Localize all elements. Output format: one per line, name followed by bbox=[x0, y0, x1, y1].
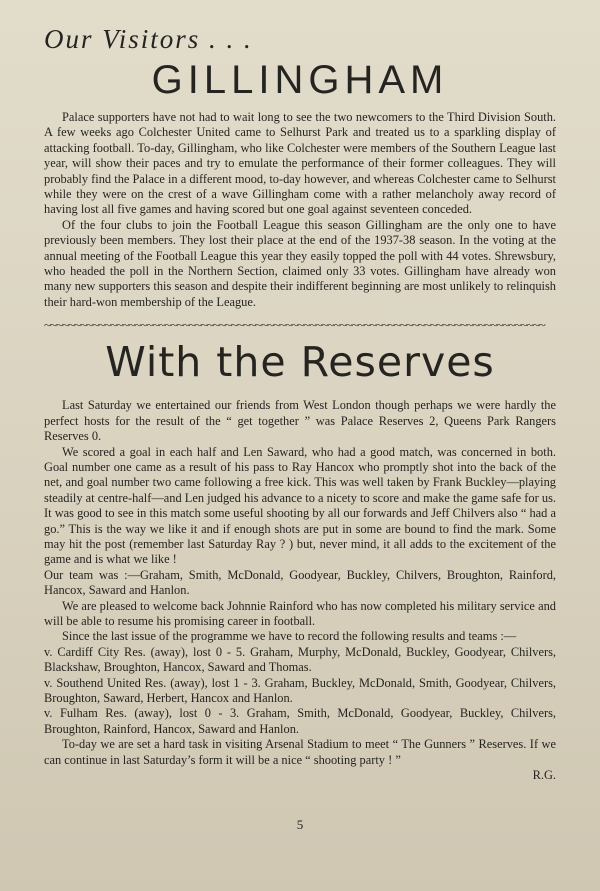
visitors-paragraph: Palace supporters have not had to wait long to see the two newcomers to the Third Division South. A few weeks ago Colchester United came to Selhurst Park and treated us to a sparkling display of attacking football. To-day, Gillingham, who like Colchester were members of the Southern League last year, will show their paces and try to emulate the performance of their former colleagues. They will probably find the Palace in a different mood, to-day however, and whereas Colchester came to Selhurst while they were on the crest of a wave Gillingham come with a rather melancholy away record of having lost all five games and having scored but one goal against seventeen conceded. bbox=[44, 110, 556, 217]
team-list: Our team was :—Graham, Smith, McDonald, Goodyear, Buckley, Chilvers, Broughton, Rainford, Hancox, Saward and Hanlon. bbox=[44, 567, 556, 598]
reserves-heading: With the Reserves bbox=[105, 338, 495, 387]
visitors-club-title: GILLINGHAM bbox=[151, 58, 449, 102]
reserves-paragraph: Last Saturday we entertained our friends from West London though perhaps we were hardly the perfect hosts for the result of the “ get together ” was Palace Reserves 2, Queens Park Rangers Reserves 0. bbox=[44, 398, 556, 444]
section-kicker: Our Visitors . . . bbox=[44, 24, 253, 54]
visitors-paragraph: Of the four clubs to join the Football League this season Gillingham are the only one to have previously been members. They lost their place at the end of the 1937-38 season. In the voting at the annual meeting of the Football League this year they easily topped the poll with 44 votes. Shrewsbury, who headed the poll in the Northern Section, claimed only 33 votes. Gillingham have already won many new supporters this season and despite their indifferent beginning are most unlikely to relinquish their hard-won membership of the League. bbox=[44, 217, 556, 309]
page-number: 5 bbox=[296, 817, 304, 832]
reserves-paragraph: We are pleased to welcome back Johnnie Rainford who has now completed his military service and will be able to resume his promising career in football. bbox=[44, 598, 556, 628]
reserves-closing: To-day we are set a hard task in visiting Arsenal Stadium to meet “ The Gunners ” Reserves. If we can continue in last Saturday’s form it will be a nice “ shooting party ! ” bbox=[44, 737, 556, 767]
result-entry: v. Fulham Res. (away), lost 0 - 3. Graham, Smith, McDonald, Goodyear, Buckley, Chilvers, Broughton, Rainford, Hancox, Saward and Hanlon. bbox=[44, 706, 556, 736]
reserves-paragraph: Since the last issue of the programme we have to record the following results and teams :— bbox=[62, 629, 517, 644]
reserves-paragraph: We scored a goal in each half and Len Saward, who had a good match, was concerned in both. Goal number one came as a result of his pass to Ray Hancox who promptly shot into the back of the net, and goal number two came following a free kick. This was well taken by Frank Buckley—playing steadily at centre-half—and Len judged his advance to a nicety to score and make the game safe for us. It was good to see in this match some useful shooting by all our forwards and Jeff Chilvers also “ had a go.” This is the way we like it and if enough shots are put in some are bound to find the mark. Some may hit the post (remember last Saturday Ray ? ) but, never mind, it all adds to the excitement of the game and is what we like ! bbox=[44, 444, 556, 567]
author-signature: R.G. bbox=[532, 768, 556, 783]
result-entry: v. Southend United Res. (away), lost 1 - 3. Graham, Buckley, McDonald, Smith, Goodyear, Chilvers, Broughton, Saward, Herbert, Hancox and Hanlon. bbox=[44, 675, 556, 705]
wavy-divider: ~~~~~~~~~~~~~~~~~~~~~~~~~~~~~~~~~~~~~~~~~~~~~~~~~~~~~~~~~~~~~~~~~~~~~~~~~~~~~~~~~~~ bbox=[44, 318, 545, 333]
result-entry: v. Cardiff City Res. (away), lost 0 - 5. Graham, Murphy, McDonald, Buckley, Goodyear, Chilvers, Blackshaw, Broughton, Hancox, Saward and Thomas. bbox=[44, 644, 556, 675]
